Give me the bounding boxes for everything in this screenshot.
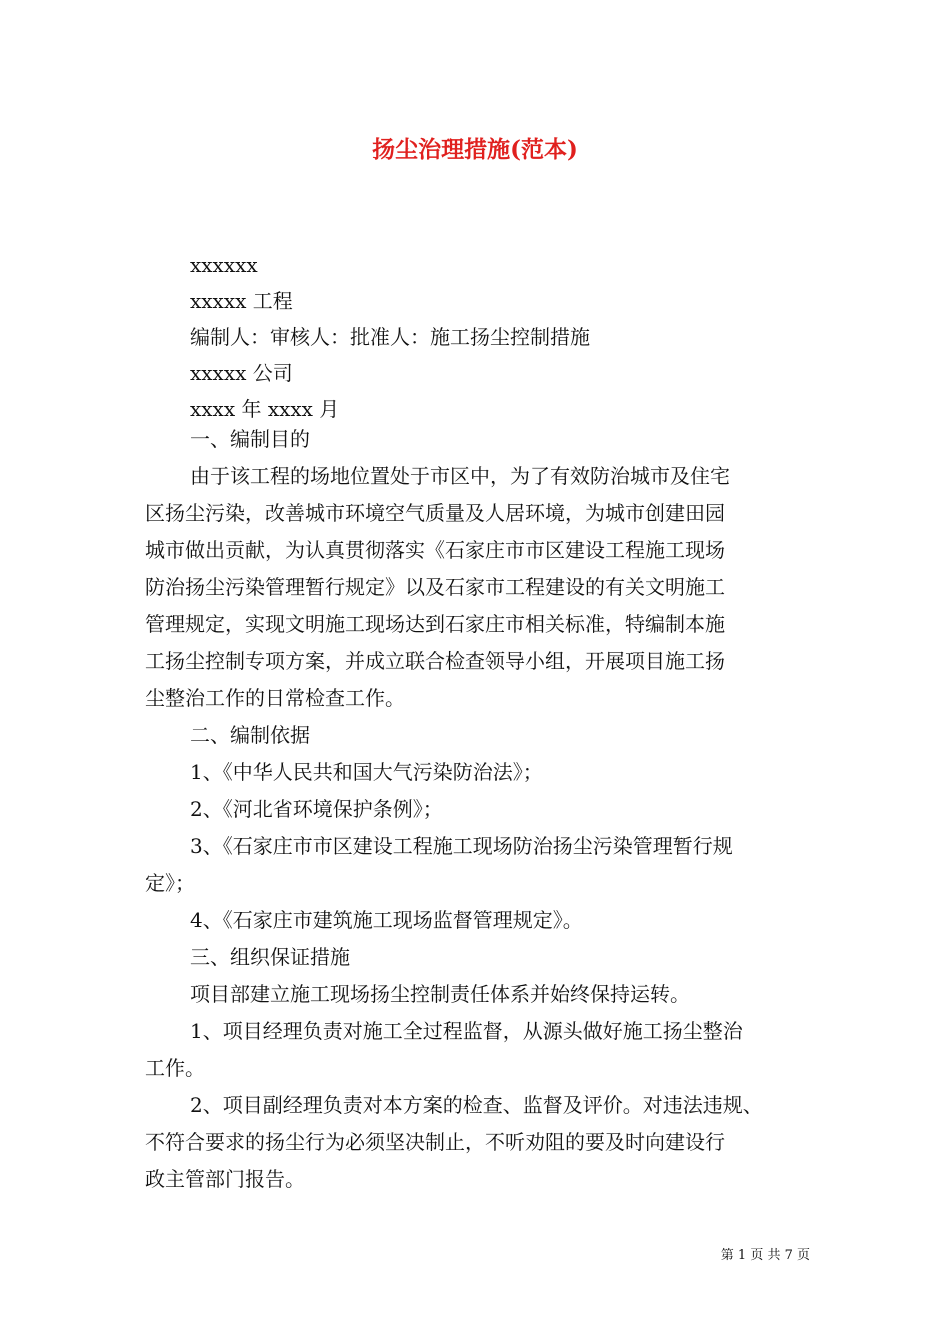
meta-line: xxxx 年 xxxx 月 xyxy=(190,397,340,421)
section-heading: 三、组织保证措施 xyxy=(190,945,350,969)
meta-line: xxxxx 公司 xyxy=(190,361,293,385)
list-item-continuation: 政主管部门报告。 xyxy=(145,1167,305,1191)
list-item-continuation: 定》； xyxy=(145,871,195,895)
paragraph-line: 区扬尘污染，改善城市环境空气质量及人居环境，为城市创建田园 xyxy=(145,501,725,525)
document-body xyxy=(145,421,810,1198)
paragraph-line: 管理规定，实现文明施工现场达到石家庄市相关标准，特编制本施 xyxy=(145,612,725,636)
meta-line: 编制人：审核人：批准人：施工扬尘控制措施 xyxy=(190,325,590,349)
paragraph-line: 防治扬尘污染管理暂行规定》以及石家市工程建设的有关文明施工 xyxy=(145,575,725,599)
list-item: 4、《石家庄市建筑施工现场监督管理规定》。 xyxy=(190,908,583,932)
list-item-continuation: 工作。 xyxy=(145,1056,205,1080)
list-item: 3、《石家庄市市区建设工程施工现场防治扬尘污染管理暂行规 xyxy=(190,834,733,858)
list-item: 2、《河北省环境保护条例》； xyxy=(190,797,443,821)
paragraph-line: 城市做出贡献，为认真贯彻落实《石家庄市市区建设工程施工现场 xyxy=(145,538,725,562)
list-item: 2、项目副经理负责对本方案的检查、监督及评价。对违法违规、 xyxy=(190,1093,763,1117)
paragraph-line: 尘整治工作的日常检查工作。 xyxy=(145,686,405,710)
meta-line: xxxxx 工程 xyxy=(190,289,293,313)
list-item-continuation: 不符合要求的扬尘行为必须坚决制止，不听劝阻的要及时向建设行 xyxy=(145,1130,725,1154)
list-item: 1、《中华人民共和国大气污染防治法》； xyxy=(190,760,543,784)
paragraph-line: 由于该工程的场地位置处于市区中，为了有效防治城市及住宅 xyxy=(190,464,730,488)
section-heading: 一、编制目的 xyxy=(190,427,310,451)
paragraph-line: 工扬尘控制专项方案，并成立联合检查领导小组，开展项目施工扬 xyxy=(145,649,725,673)
document-title: 扬尘治理措施(范本) xyxy=(372,136,578,163)
list-item: 1、项目经理负责对施工全过程监督，从源头做好施工扬尘整治 xyxy=(190,1019,743,1043)
page-number-footer: 第 1 页 共 7 页 xyxy=(720,1248,810,1263)
section-heading: 二、编制依据 xyxy=(190,723,310,747)
meta-line: xxxxxx xyxy=(190,253,258,277)
paragraph-line: 项目部建立施工现场扬尘控制责任体系并始终保持运转。 xyxy=(190,982,690,1006)
